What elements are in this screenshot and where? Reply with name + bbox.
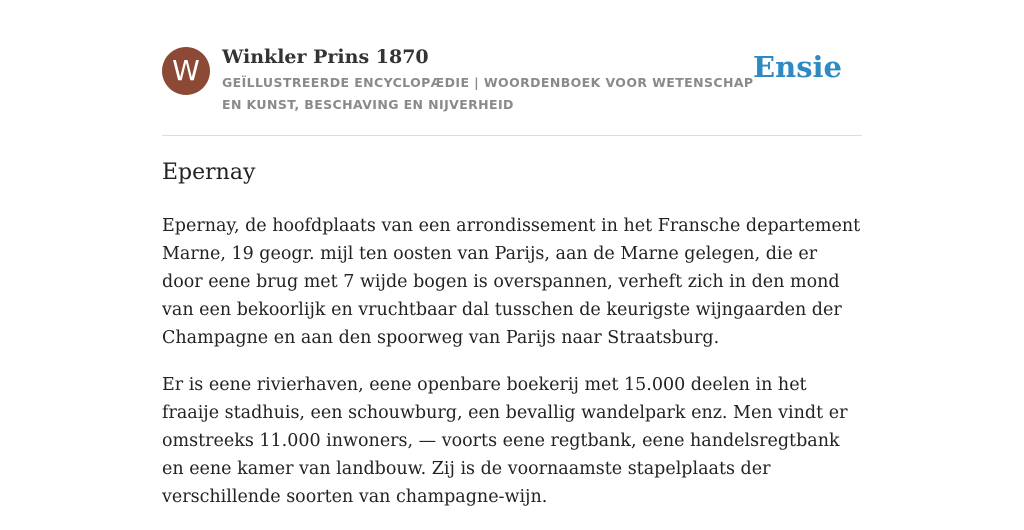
ensie-logo-link[interactable]: Ensie bbox=[753, 50, 842, 84]
source-header bbox=[162, 0, 862, 136]
page-container bbox=[162, 0, 862, 507]
entry-paragraph: Epernay, de hoofdplaats van een arrondissement in het Fransche departement Marne, 19 geogr. mijl ten oosten van Parijs, aan de Marne gelegen, die er door eene brug met 7 wijde bogen is overspannen, verheft zich in den mond van een bekoorlijk en vruchtbaar dal tusschen de keurigste wijngaarden der Champagne en aan den spoorweg van Parijs naar Straatsburg. bbox=[162, 216, 861, 348]
source-subtitle: GEÏLLUSTREERDE ENCYCLOPÆDIE | WOORDENBOEK VOOR WETENSCHAP EN KUNST, BESCHAVING EN NIJVERHEID bbox=[222, 75, 754, 112]
source-avatar[interactable]: W bbox=[162, 47, 210, 95]
entry-body bbox=[162, 212, 862, 530]
entry-title: Epernay bbox=[162, 160, 256, 185]
entry-paragraph: Er is eene rivierhaven, eene openbare boekerij met 15.000 deelen in het fraaije stadhuis, een schouwburg, een bevallig wandelpark enz. Men vindt er omstreeks 11.000 inwoners, — voorts eene regtbank, eene handelsregtbank en eene kamer van landbouw. Zij is de voornaamste stapelplaats der verschillende soorten van champagne-wijn. bbox=[162, 375, 848, 507]
source-title[interactable]: Winkler Prins 1870 bbox=[222, 46, 429, 68]
